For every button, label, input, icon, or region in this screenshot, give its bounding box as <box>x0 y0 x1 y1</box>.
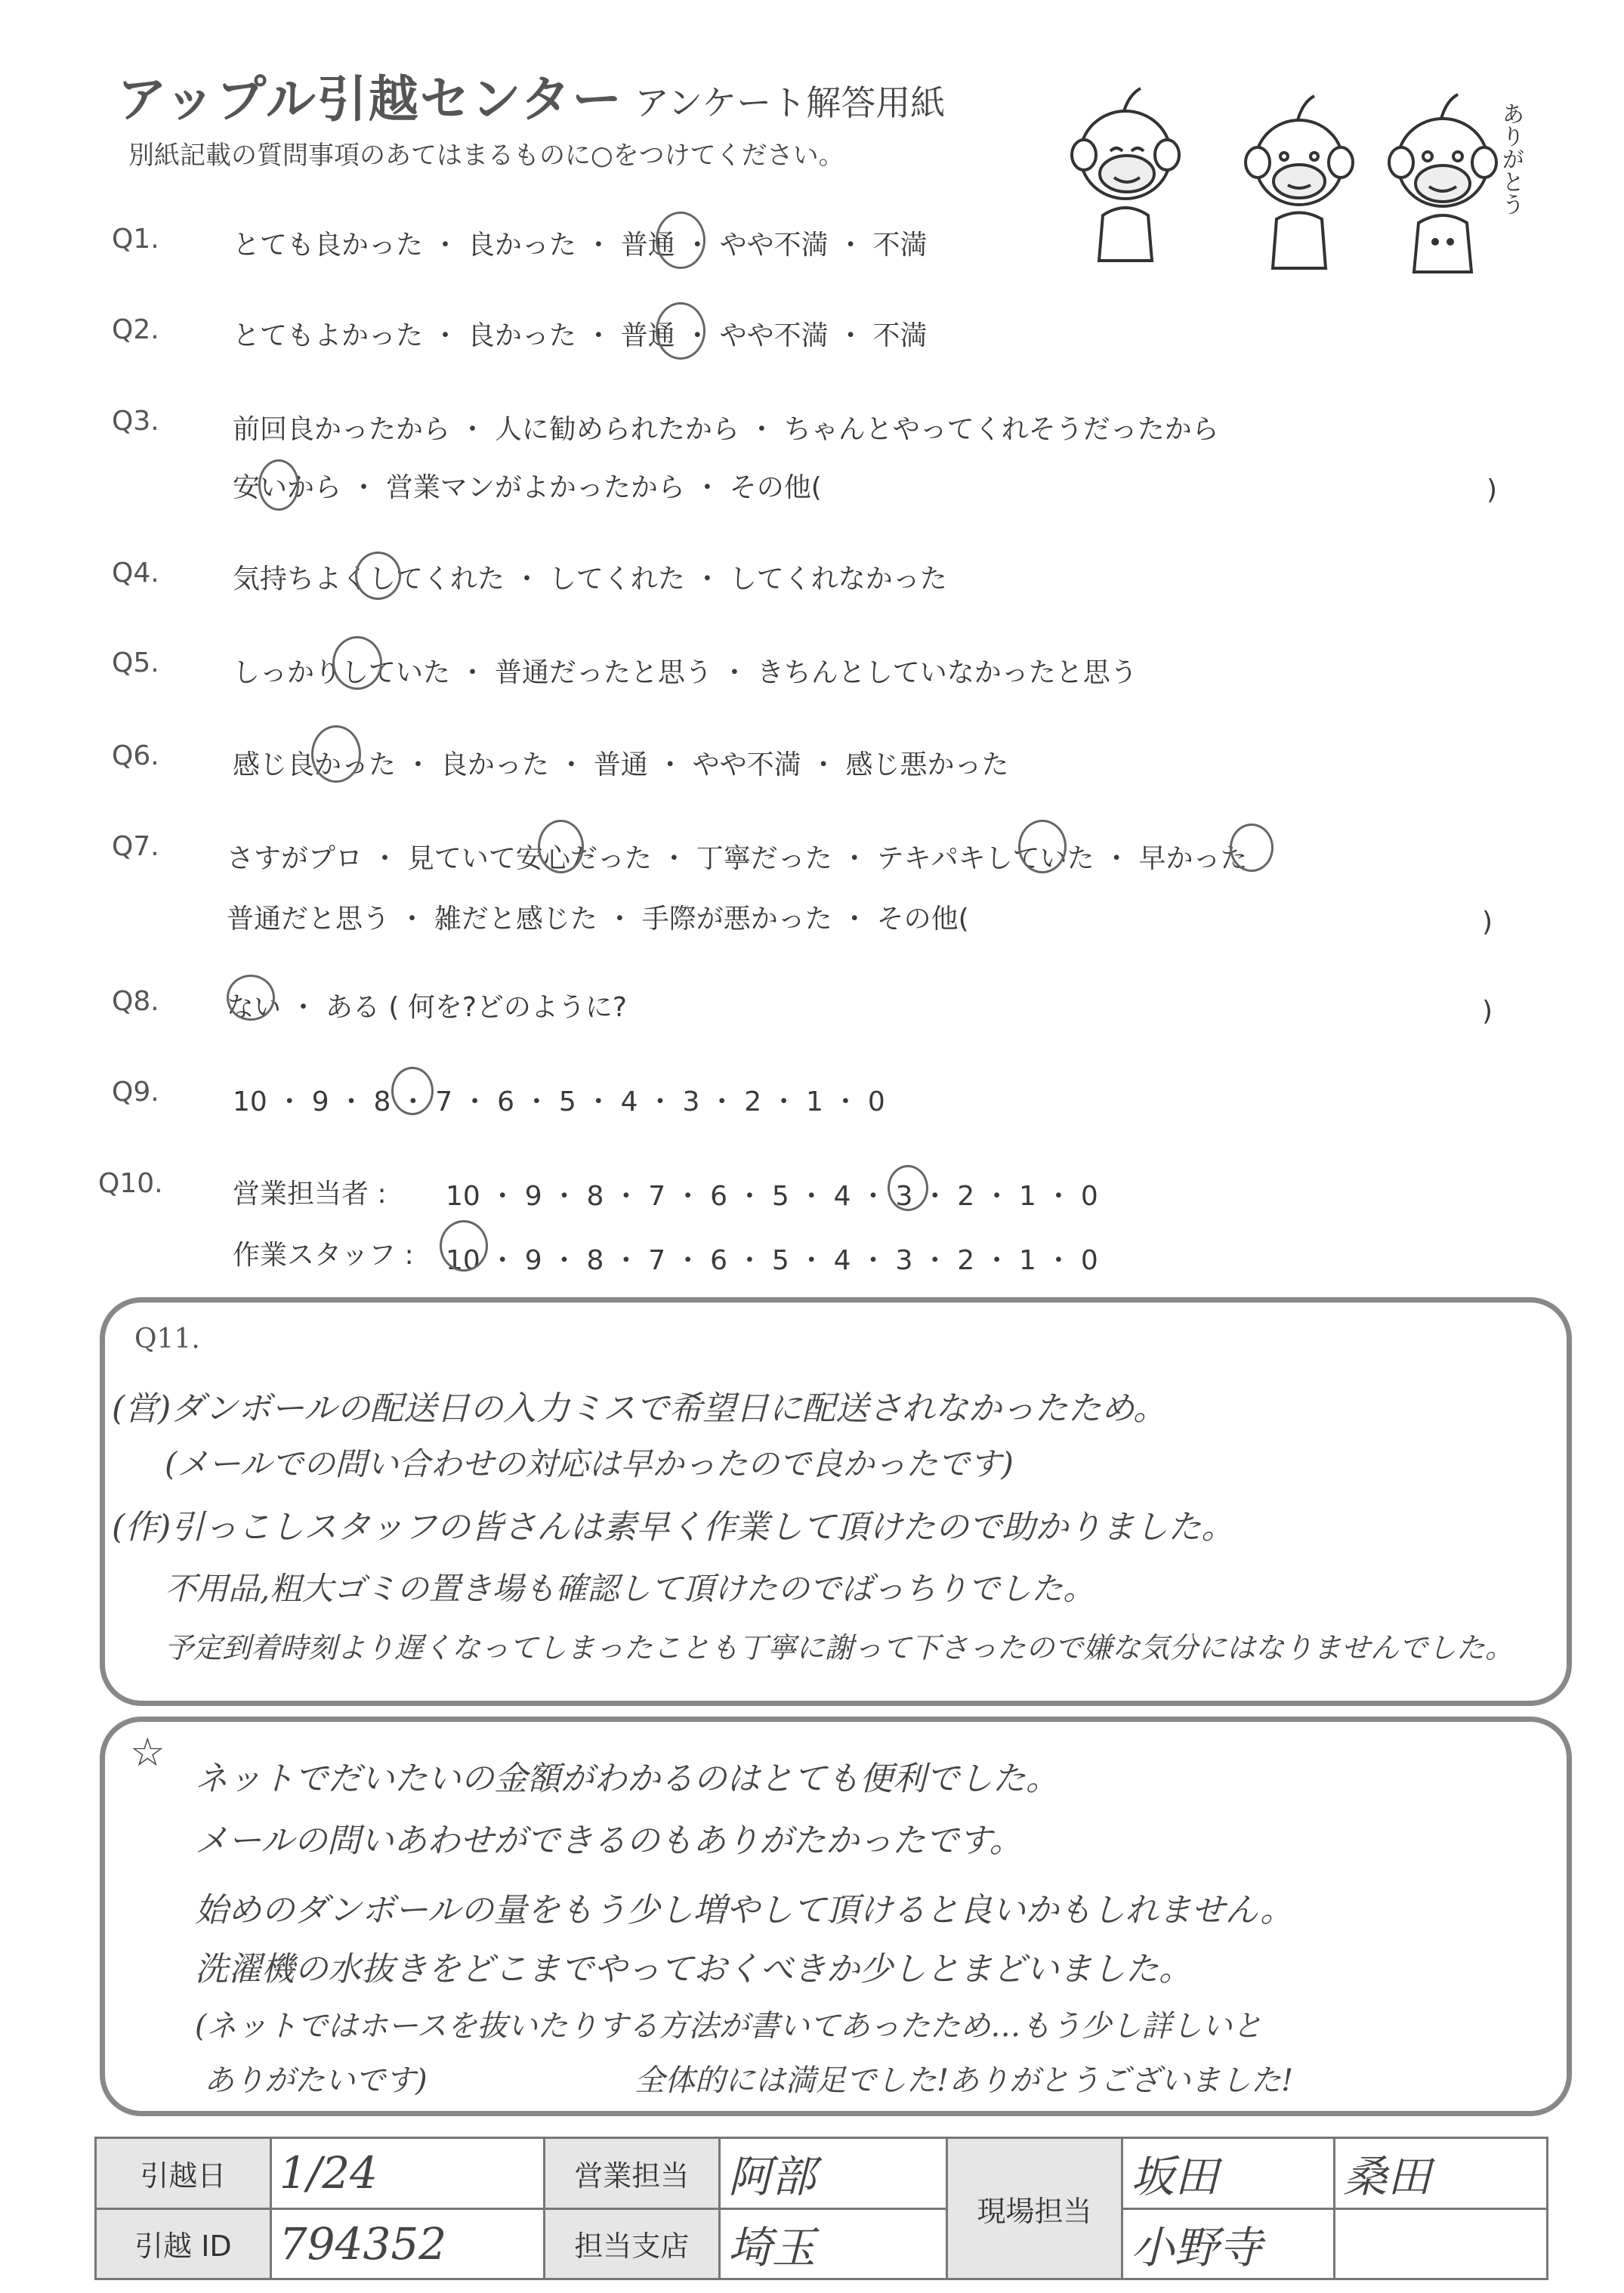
site-staff-4 <box>1335 2208 1548 2279</box>
answer-circle-q1 <box>656 212 705 269</box>
move-id-value: 794352 <box>270 2208 544 2279</box>
comment-line-2: メールの問いあわせができるのもありがたかったです。 <box>195 1822 1023 1860</box>
star-icon: ☆ <box>130 1730 165 1775</box>
q5-options[interactable]: しっかりしていた ・ 普通だったと思う ・ きちんとしていなかったと思う <box>233 657 1138 688</box>
q2-label: Q2. <box>112 314 159 345</box>
q8-label: Q8. <box>112 986 159 1017</box>
answer-circle-q6 <box>311 725 361 783</box>
q7-options-line2[interactable]: 普通だと思う ・ 雑だと感じた ・ 手際が悪かった ・ その他( <box>227 904 969 935</box>
answer-circle-q10-staff <box>440 1220 488 1272</box>
q5-label: Q5. <box>112 647 159 678</box>
branch-label: 担当支店 <box>544 2208 719 2279</box>
q3-options-line2[interactable]: 安いから ・ 営業マンがよかったから ・ その他( <box>233 472 822 503</box>
comment-line-1: ネットでだいたいの金額がわかるのはとても便利でした。 <box>195 1760 1059 1798</box>
answer-circle-q5 <box>332 636 382 690</box>
answer-circle-q7-c <box>1230 824 1274 872</box>
q1-label: Q1. <box>112 224 159 255</box>
q8-close-paren: ) <box>1482 996 1493 1027</box>
q11-line-2: (メールでの問い合わせの対応は早かったので良かったです) <box>165 1445 1014 1482</box>
monkey-mascots-illustration <box>1057 72 1541 283</box>
site-staff-3: 小野寺 <box>1122 2208 1335 2279</box>
answer-circle-q9 <box>391 1067 434 1115</box>
answer-circle-q7-b <box>1018 820 1067 873</box>
sales-rep-value: 阿部 <box>719 2138 946 2209</box>
q3-close-paren: ) <box>1487 474 1498 505</box>
sales-rep-label: 営業担当 <box>544 2138 719 2209</box>
site-staff-1: 坂田 <box>1122 2138 1335 2209</box>
move-date-value: 1/24 <box>270 2138 544 2209</box>
q10-staff-label: 作業スタッフ : <box>233 1240 414 1271</box>
q11-line-1: (営)ダンボールの配送日の入力ミスで希望日に配送されなかったため。 <box>112 1389 1167 1428</box>
q11-label: Q11. <box>134 1324 200 1355</box>
footer-info-table <box>94 2137 1548 2280</box>
instruction-text: 別紙記載の質問事項のあてはまるものに○をつけてください。 <box>128 141 844 171</box>
answer-circle-q3 <box>258 459 299 511</box>
thanks-text: ありがとう <box>1497 102 1524 215</box>
q9-options[interactable]: 10 ・ 9 ・ 8 ・ 7 ・ 6 ・ 5 ・ 4 ・ 3 ・ 2 ・ 1 ・ 0 <box>233 1086 885 1117</box>
comment-line-3: 始めのダンボールの量をもう少し増やして頂けると良いかもしれません。 <box>195 1891 1294 1930</box>
move-date-label: 引越日 <box>96 2138 271 2209</box>
q7-close-paren: ) <box>1482 907 1493 938</box>
answer-circle-q2 <box>656 302 705 360</box>
q2-options[interactable]: とてもよかった ・ 良かった ・ 普通 ・ やや不満 ・ 不満 <box>233 320 928 351</box>
move-id-label: 引越 ID <box>96 2208 271 2279</box>
q4-label: Q4. <box>112 558 159 589</box>
q11-line-4: 不用品,粗大ゴミの置き場も確認して頂けたのでばっちりでした。 <box>165 1570 1095 1607</box>
q10-staff-options[interactable]: 10 ・ 9 ・ 8 ・ 7 ・ 6 ・ 5 ・ 4 ・ 3 ・ 2 ・ 1 ・ 0 <box>446 1245 1098 1276</box>
q4-options[interactable]: 気持ちよくしてくれた ・ してくれた ・ してくれなかった <box>233 564 947 595</box>
company-title: アップル引越センター <box>117 70 624 128</box>
site-staff-2: 桑田 <box>1335 2138 1548 2209</box>
answer-circle-q8 <box>227 975 275 1021</box>
q7-label: Q7. <box>112 831 159 862</box>
answer-circle-q4 <box>355 552 401 600</box>
branch-value: 埼玉 <box>719 2208 946 2279</box>
q3-options-line1[interactable]: 前回良かったから ・ 人に勧められたから ・ ちゃんとやってくれそうだったから <box>233 414 1219 445</box>
q11-line-5: 予定到着時刻より遅くなってしまったことも丁寧に謝って下さったので嫌な気分にはなりませんでした。 <box>165 1631 1514 1664</box>
site-staff-label: 現場担当 <box>947 2138 1122 2279</box>
q10-label: Q10. <box>98 1168 163 1199</box>
comment-line-6: ありがたいです) <box>204 2063 428 2098</box>
answer-circle-q10-sales <box>888 1165 928 1211</box>
answer-circle-q7-a <box>538 820 584 873</box>
q8-options[interactable]: ない ・ ある ( 何を?どのように? <box>227 992 628 1023</box>
comment-line-5: (ネットではホースを抜いたりする方法が書いてあったため…もう少し詳しいと <box>195 2009 1263 2044</box>
q3-label: Q3. <box>112 406 159 437</box>
comment-line-4: 洗濯機の水抜きをどこまでやっておくべきか少しとまどいました。 <box>195 1950 1192 1989</box>
comment-line-7: 全体的には満足でした!ありがとうございました! <box>634 2063 1294 2098</box>
q10-sales-options[interactable]: 10 ・ 9 ・ 8 ・ 7 ・ 6 ・ 5 ・ 4 ・ 3 ・ 2 ・ 1 ・ 0 <box>446 1181 1098 1212</box>
q6-label: Q6. <box>112 740 159 771</box>
form-subtitle: アンケート解答用紙 <box>634 82 946 123</box>
q7-options-line1[interactable]: さすがプロ ・ 見ていて安心だった ・ 丁寧だった ・ テキパキしていた ・ 早かった <box>227 843 1248 874</box>
q9-label: Q9. <box>112 1077 159 1108</box>
q11-line-3: (作)引っこしスタッフの皆さんは素早く作業して頂けたので助かりました。 <box>112 1508 1235 1547</box>
q6-options[interactable]: 感じ良かった ・ 良かった ・ 普通 ・ やや不満 ・ 感じ悪かった <box>233 749 1009 780</box>
q10-sales-label: 営業担当者 : <box>233 1179 387 1210</box>
q1-options[interactable]: とても良かった ・ 良かった ・ 普通 ・ やや不満 ・ 不満 <box>233 230 928 261</box>
